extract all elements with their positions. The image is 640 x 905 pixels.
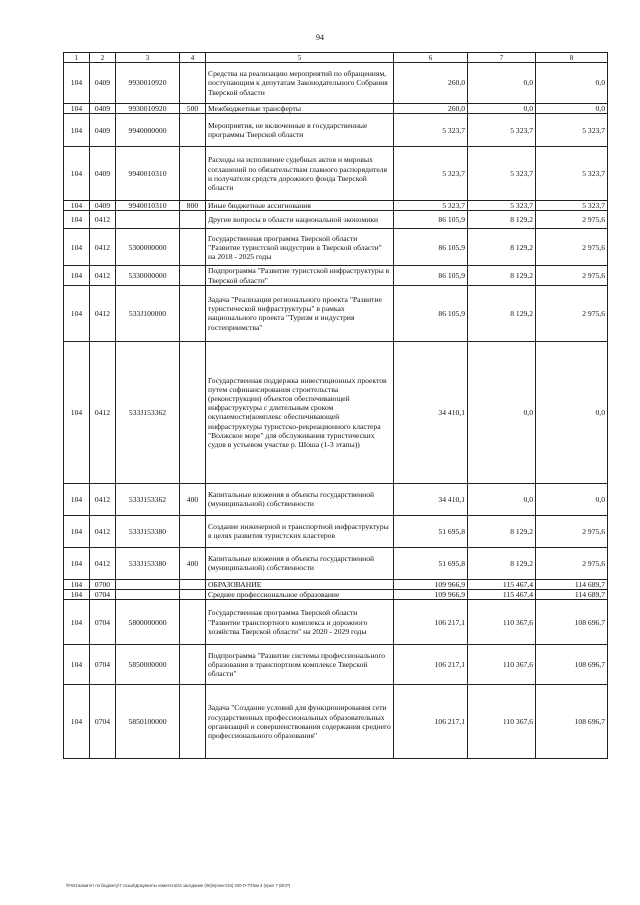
section-code-cell: 0412: [90, 547, 116, 579]
section-code-cell: 0704: [90, 590, 116, 600]
table-row: [64, 515, 608, 547]
table-row: [64, 211, 608, 229]
amount-col7-cell: 115 467,4: [468, 579, 536, 589]
item-name-cell: Капитальные вложения в объекты государственной (муниципальной) собственности: [206, 483, 394, 515]
amount-col8-cell: 108 696,7: [536, 645, 608, 685]
target-article-cell: 5850100000: [116, 685, 180, 759]
amount-col8-cell: 108 696,7: [536, 685, 608, 759]
amount-col8-cell: 108 696,7: [536, 600, 608, 645]
ved-code-cell: 104: [64, 285, 90, 341]
amount-col8-cell: 5 323,7: [536, 201, 608, 211]
section-code-cell: 0412: [90, 483, 116, 515]
column-header: 2: [90, 53, 116, 63]
table-row: [64, 685, 608, 759]
ved-code-cell: 104: [64, 579, 90, 589]
expense-type-cell: [180, 211, 206, 229]
table-row: [64, 483, 608, 515]
expense-type-cell: [180, 229, 206, 266]
amount-col7-cell: 5 323,7: [468, 114, 536, 147]
section-code-cell: 0409: [90, 63, 116, 104]
amount-col8-cell: 2 975,6: [536, 515, 608, 547]
expense-type-cell: [180, 147, 206, 201]
target-article-cell: 5330000000: [116, 266, 180, 285]
expense-type-cell: 400: [180, 483, 206, 515]
table-row: [64, 645, 608, 685]
amount-col7-cell: 115 467,4: [468, 590, 536, 600]
section-code-cell: 0704: [90, 685, 116, 759]
ved-code-cell: 104: [64, 104, 90, 114]
ved-code-cell: 104: [64, 547, 90, 579]
section-code-cell: 0409: [90, 201, 116, 211]
item-name-cell: Задача "Создание условий для функционирования сети государственных профессиональных образовательных организаций и совершенствования содержания среднего профессионального образования": [206, 685, 394, 759]
expense-type-cell: [180, 579, 206, 589]
expense-type-cell: 400: [180, 547, 206, 579]
amount-col8-cell: 5 323,7: [536, 114, 608, 147]
section-code-cell: 0412: [90, 229, 116, 266]
amount-col7-cell: 110 367,6: [468, 645, 536, 685]
amount-col6-cell: 5 323,7: [394, 201, 468, 211]
expense-type-cell: [180, 266, 206, 285]
item-name-cell: Другие вопросы в области национальной экономики: [206, 211, 394, 229]
ved-code-cell: 104: [64, 645, 90, 685]
expense-type-cell: [180, 685, 206, 759]
amount-col8-cell: 0,0: [536, 104, 608, 114]
table-row: [64, 114, 608, 147]
amount-col8-cell: 2 975,6: [536, 229, 608, 266]
amount-col6-cell: 51 695,8: [394, 515, 468, 547]
section-code-cell: 0409: [90, 104, 116, 114]
amount-col7-cell: 0,0: [468, 63, 536, 104]
table-row: [64, 266, 608, 285]
amount-col7-cell: 8 129,2: [468, 547, 536, 579]
section-code-cell: 0412: [90, 211, 116, 229]
amount-col6-cell: 260,0: [394, 104, 468, 114]
ved-code-cell: 104: [64, 590, 90, 600]
target-article-cell: 9940000000: [116, 114, 180, 147]
table-row: [64, 590, 608, 600]
target-article-cell: 533J153362: [116, 483, 180, 515]
amount-col7-cell: 5 323,7: [468, 147, 536, 201]
expense-type-cell: [180, 63, 206, 104]
budget-table: [63, 52, 608, 759]
ved-code-cell: 104: [64, 685, 90, 759]
amount-col6-cell: 86 105,9: [394, 229, 468, 266]
column-header: 6: [394, 53, 468, 63]
amount-col7-cell: 5 323,7: [468, 201, 536, 211]
amount-col6-cell: 34 410,1: [394, 483, 468, 515]
section-code-cell: 0704: [90, 645, 116, 685]
table-row: [64, 147, 608, 201]
amount-col7-cell: 8 129,2: [468, 229, 536, 266]
item-name-cell: Расходы на исполнение судебных актов и мировых соглашений по обязательствам главного распорядителя и получателя средств дорожного фонда Тверской области: [206, 147, 394, 201]
section-code-cell: 0412: [90, 341, 116, 483]
item-name-cell: Создание инженерной и транспортной инфраструктуры в целях развития туристских кластеров: [206, 515, 394, 547]
target-article-cell: 9940010310: [116, 147, 180, 201]
ved-code-cell: 104: [64, 201, 90, 211]
target-article-cell: 533J153380: [116, 547, 180, 579]
table-row: [64, 579, 608, 589]
footer-file-path: \\Fs01\комитет по бюджету\7 созыв\Документы комитета\24 заседание (06)\проект\24) 400-П-7\Пом 4 (прил 7 (ВСР): [66, 883, 291, 888]
amount-col6-cell: 109 966,9: [394, 590, 468, 600]
amount-col6-cell: 260,0: [394, 63, 468, 104]
table-row: [64, 229, 608, 266]
amount-col7-cell: 0,0: [468, 104, 536, 114]
target-article-cell: 9930010920: [116, 63, 180, 104]
target-article-cell: 5800000000: [116, 600, 180, 645]
expense-type-cell: [180, 600, 206, 645]
item-name-cell: Средства на реализацию мероприятий по обращениям, поступающим к депутатам Законодательного Собрания Тверской области: [206, 63, 394, 104]
table-row: [64, 104, 608, 114]
item-name-cell: Мероприятия, не включенные в государственные программы Тверской области: [206, 114, 394, 147]
amount-col7-cell: 110 367,6: [468, 600, 536, 645]
amount-col6-cell: 106 217,1: [394, 645, 468, 685]
column-header: 8: [536, 53, 608, 63]
target-article-cell: 9930010920: [116, 104, 180, 114]
target-article-cell: 9940010310: [116, 201, 180, 211]
ved-code-cell: 104: [64, 114, 90, 147]
ved-code-cell: 104: [64, 229, 90, 266]
amount-col7-cell: 110 367,6: [468, 685, 536, 759]
ved-code-cell: 104: [64, 147, 90, 201]
section-code-cell: 0412: [90, 515, 116, 547]
ved-code-cell: 104: [64, 266, 90, 285]
amount-col6-cell: 86 105,9: [394, 266, 468, 285]
target-article-cell: [116, 211, 180, 229]
amount-col8-cell: 2 975,6: [536, 547, 608, 579]
target-article-cell: [116, 590, 180, 600]
column-header: 5: [206, 53, 394, 63]
item-name-cell: Подпрограмма "Развитие системы профессионального образования в транспортном комплексе Тверской области": [206, 645, 394, 685]
expense-type-cell: [180, 515, 206, 547]
amount-col7-cell: 8 129,2: [468, 211, 536, 229]
table-row: [64, 600, 608, 645]
amount-col8-cell: 114 689,7: [536, 590, 608, 600]
item-name-cell: Государственная программа Тверской области "Развитие туристской индустрии в Тверской области" на 2018 - 2025 годы: [206, 229, 394, 266]
item-name-cell: Подпрограмма "Развитие туристской инфраструктуры в Тверской области": [206, 266, 394, 285]
amount-col8-cell: 5 323,7: [536, 147, 608, 201]
amount-col8-cell: 0,0: [536, 483, 608, 515]
amount-col7-cell: 8 129,2: [468, 266, 536, 285]
amount-col7-cell: 8 129,2: [468, 285, 536, 341]
amount-col8-cell: 0,0: [536, 63, 608, 104]
item-name-cell: Межбюджетные трансферты: [206, 104, 394, 114]
item-name-cell: Государственная программа Тверской области "Развитие транспортного комплекса и дорожного хозяйства Тверской области" на 2020 - 2029 годы: [206, 600, 394, 645]
table-row: [64, 341, 608, 483]
ved-code-cell: 104: [64, 600, 90, 645]
amount-col8-cell: 2 975,6: [536, 285, 608, 341]
amount-col6-cell: 5 323,7: [394, 114, 468, 147]
column-header: 7: [468, 53, 536, 63]
amount-col8-cell: 2 975,6: [536, 211, 608, 229]
column-header: 1: [64, 53, 90, 63]
item-name-cell: Среднее профессиональное образование: [206, 590, 394, 600]
expense-type-cell: 500: [180, 104, 206, 114]
expense-type-cell: 800: [180, 201, 206, 211]
table-row: [64, 201, 608, 211]
expense-type-cell: [180, 114, 206, 147]
amount-col6-cell: 86 105,9: [394, 211, 468, 229]
ved-code-cell: 104: [64, 211, 90, 229]
item-name-cell: ОБРАЗОВАНИЕ: [206, 579, 394, 589]
amount-col8-cell: 2 975,6: [536, 266, 608, 285]
target-article-cell: 5850000000: [116, 645, 180, 685]
section-code-cell: 0700: [90, 579, 116, 589]
amount-col7-cell: 8 129,2: [468, 515, 536, 547]
amount-col8-cell: 0,0: [536, 341, 608, 483]
ved-code-cell: 104: [64, 483, 90, 515]
amount-col6-cell: 51 695,8: [394, 547, 468, 579]
amount-col7-cell: 0,0: [468, 341, 536, 483]
column-header: 4: [180, 53, 206, 63]
amount-col6-cell: 109 966,9: [394, 579, 468, 589]
target-article-cell: 533J100000: [116, 285, 180, 341]
section-code-cell: 0412: [90, 285, 116, 341]
amount-col8-cell: 114 689,7: [536, 579, 608, 589]
item-name-cell: Капитальные вложения в объекты государственной (муниципальной) собственности: [206, 547, 394, 579]
target-article-cell: 5300000000: [116, 229, 180, 266]
ved-code-cell: 104: [64, 63, 90, 104]
section-code-cell: 0412: [90, 266, 116, 285]
section-code-cell: 0704: [90, 600, 116, 645]
expense-type-cell: [180, 285, 206, 341]
ved-code-cell: 104: [64, 515, 90, 547]
expense-type-cell: [180, 341, 206, 483]
table-body: [64, 63, 608, 759]
expense-type-cell: [180, 645, 206, 685]
item-name-cell: Государственная поддержка инвестиционных проектов путем софинансирования строительства (реконструкции) объектов обеспечивающей инфраструктуры с длительным сроком окупаемости(комплекс обеспечивающей инфраструктуры туристско-рекреационного кластера "Волжское море" для обслуживания туристических судов в устьевом участке р. Шоша (1-3 этапы)): [206, 341, 394, 483]
target-article-cell: [116, 579, 180, 589]
amount-col6-cell: 5 323,7: [394, 147, 468, 201]
amount-col6-cell: 106 217,1: [394, 685, 468, 759]
column-header: 3: [116, 53, 180, 63]
item-name-cell: Иные бюджетные ассигнования: [206, 201, 394, 211]
item-name-cell: Задача "Реализация регионального проекта "Развитие туристической инфраструктуры" в рамках национального проекта "Туризм и индустрия гостеприимства": [206, 285, 394, 341]
table-row: [64, 547, 608, 579]
amount-col6-cell: 106 217,1: [394, 600, 468, 645]
table-row: [64, 285, 608, 341]
section-code-cell: 0409: [90, 114, 116, 147]
amount-col6-cell: 34 410,1: [394, 341, 468, 483]
amount-col6-cell: 86 105,9: [394, 285, 468, 341]
section-code-cell: 0409: [90, 147, 116, 201]
amount-col7-cell: 0,0: [468, 483, 536, 515]
table-header-row: [64, 53, 608, 63]
ved-code-cell: 104: [64, 341, 90, 483]
page-number: 94: [316, 33, 324, 42]
table-row: [64, 63, 608, 104]
target-article-cell: 533J153362: [116, 341, 180, 483]
target-article-cell: 533J153380: [116, 515, 180, 547]
expense-type-cell: [180, 590, 206, 600]
